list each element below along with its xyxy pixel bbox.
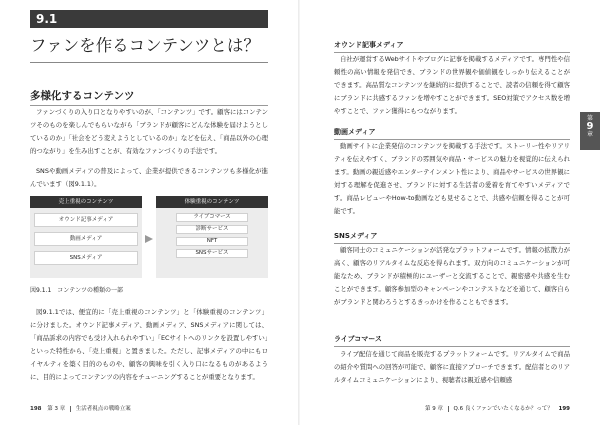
diagram-item: NFT [176, 237, 248, 246]
arrow-right-icon [144, 234, 154, 244]
diagram-item: 動画メディア [34, 232, 138, 246]
heading-live-commerce: ライブコマース [334, 334, 570, 347]
diagram-item: 診断サービス [176, 225, 248, 234]
footer-chapter: 第 9 章 [425, 406, 444, 412]
heading-video-media: 動画メディア [334, 127, 570, 140]
content-types-diagram [30, 196, 268, 278]
heading-owned-media: オウンド記事メディア [334, 40, 570, 53]
paragraph-video-media: 動画サイトに企業発信のコンテンツを掲載する手法です。ストーリー性やリアリティを伝えやすく、ブランドの雰囲気や商品・サービスの魅力を視覚的に伝えられます。動画の親近感やエンターテインメント性により、商品やサービスの世界観に対する理解を促進させ、ブランドに対する生活者の愛着を育てやすいメディアです。商品レビューやHow-to動画なども見せることで、共感や信頼を得ることが可能です。 [334, 142, 570, 215]
page-number: 198 [30, 406, 42, 412]
paragraph-sns-media: 顧客同士のコミュニケーションが活発なプラットフォームです。情報の拡散力が高く、顧客のリアルタイムな反応を得られます。双方向のコミュニケーションが可能なため、ブランドが積極的にユーザーと交流することで、親密感や共感を生むことができます。顧客参加型のキャンペーンやコンテストなどを通じて、顧客自らがブランドと関わろうとするきっかけを作ることもできます。 [334, 246, 570, 306]
diagram-item: SNSメディア [34, 251, 138, 265]
heading-sns-media: SNSメディア [334, 231, 570, 244]
chapter-tab [580, 112, 600, 150]
diagram-item: SNSサービス [176, 249, 248, 258]
paragraph-1: ファンづくりの入り口となりやすいのが、「コンテンツ」です。顧客にはコンテンツそのものを楽しんでもらいながら「ブランドが顧客にどんな体験を届けようとしているのか」「社会をどう変えようとしているのか」などを伝え、「商品以外の心理的つながり」を生み出すことが、有効なファンづくりの手法です。 [30, 108, 268, 155]
paragraph-2: SNSや動画メディアの普及によって、企業が提供できるコンテンツも多様化が進んでいます（図9.1.1）。 [30, 167, 268, 188]
paragraph-owned-media: 自社が運営するWebサイトやブログに記事を掲載するメディアです。専門性や信頼性の高い情報を発信でき、ブランドの世界観や価値観をしっかり伝えることができます。高品質なコンテンツを継続的に提供することで、読者の信頼を得て顧客にブランドに共感するファンを増やすことができます。SEO対策でアクセス数を増やすことで、ファン獲得にもつながります。 [334, 55, 570, 115]
experience-focused-column [156, 196, 268, 278]
diagram-item: ライブコマース [176, 213, 248, 222]
sales-focused-header: 売上重視のコンテンツ [30, 196, 142, 208]
footer-chapter: 第 3 章 [47, 406, 66, 412]
diagram-item: オウンド記事メディア [34, 213, 138, 227]
section-number: 9.1 [30, 10, 268, 28]
subheading: 多様化するコンテンツ [30, 88, 268, 106]
section-title: ファンを作るコンテンツとは？ [30, 32, 268, 63]
right-footer [334, 404, 570, 412]
page-number: 199 [558, 406, 570, 412]
chapter-tab-number: 9 [586, 121, 594, 132]
chapter-tab-prefix: 第 [586, 115, 593, 122]
experience-focused-header: 体験重視のコンテンツ [156, 196, 268, 208]
footer-title: 生活者視点の戦略立案 [75, 406, 131, 412]
left-footer [30, 404, 131, 412]
paragraph-live-commerce: ライブ配信を通じて商品を販売するプラットフォームです。リアルタイムで商品の紹介や質問への回答が可能で、顧客に直接アプローチできます。配信者とのリアルタイムコミュニケーションにより、視聴者は親近感や信頼感 [334, 350, 570, 384]
sales-focused-column [30, 196, 142, 278]
figure-caption: 図9.1.1 コンテンツの種類の一部 [30, 287, 123, 294]
paragraph-3: 図9.1.1では、便宜的に「売上重視のコンテンツ」と「体験重視のコンテンツ」に分けました。オウンド記事メディア、動画メディア、SNSメディアに関しては、「商品訴求の内容でも受け入れられやすい」「ECサイトへのリンクを設置しやすい」といった特性から、「売上重視」と置きました。ただし、記事メディアの中にもロイヤルティを築く目的のものや、顧客の興味を引く入り口になるものがあるように、目的によってコンテンツの内容をチューニングすることが重要となります。 [30, 308, 268, 381]
footer-title: Q.6 良くファンでいたくなるか？って？ [453, 406, 553, 412]
chapter-tab-suffix: 章 [586, 131, 593, 138]
